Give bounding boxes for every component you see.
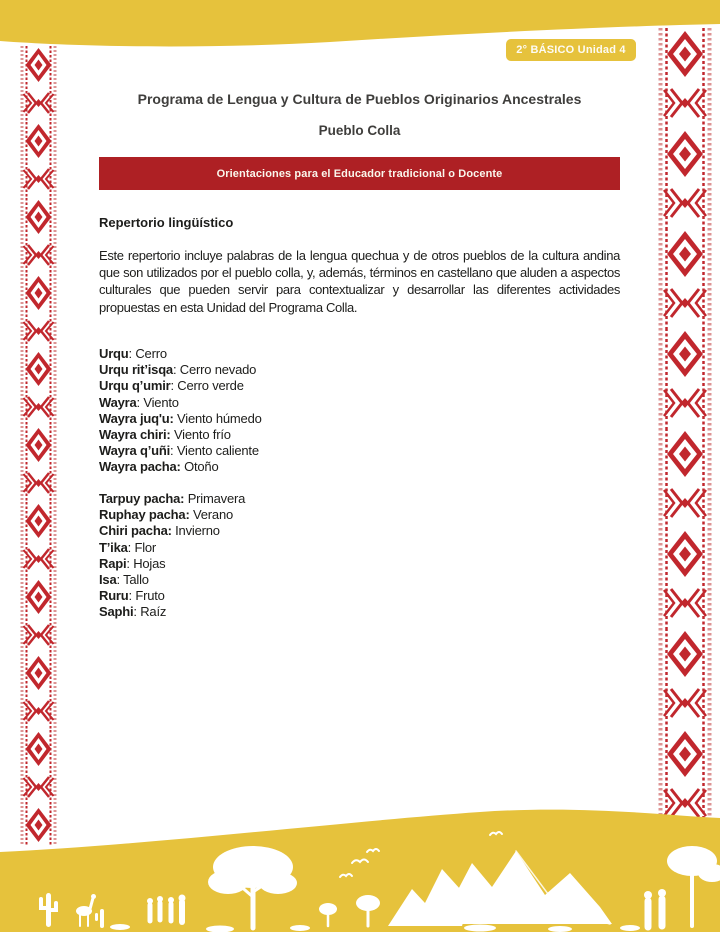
glossary-entry: Wayra q’uñi: Viento caliente (99, 443, 259, 459)
glossary-entry: Wayra: Viento (99, 394, 179, 410)
landscape-silhouette (0, 805, 720, 932)
glossary-entry: Urqu: Cerro (99, 346, 167, 361)
page-title: Programa de Lengua y Cultura de Pueblos Originarios Ancestrales (137, 91, 582, 107)
page-subtitle: Pueblo Colla (318, 123, 401, 138)
glossary-entry: Wayra pacha: Otoño (99, 459, 219, 475)
section-heading: Repertorio lingüístico (99, 215, 234, 230)
unit-badge (506, 39, 636, 61)
glossary-entry: Chiri pacha: Invierno (99, 523, 220, 539)
glossary-entry: Saphi: Raíz (99, 604, 167, 620)
glossary-entry: Ruru: Fruto (99, 588, 165, 604)
glossary-entry: Tarpuy pacha: Primavera (99, 491, 246, 506)
glossary-block-2 (99, 491, 245, 621)
glossary-entry: Rapi: Hojas (99, 555, 166, 571)
glossary-entry: T’ika: Flor (99, 539, 157, 555)
section-banner-label: Orientaciones para el Educador tradicional o Docente (216, 167, 503, 180)
glossary-entry: Isa: Tallo (99, 572, 149, 588)
right-textile-border-icon (658, 28, 712, 820)
body-paragraph: Este repertorio incluye palabras de la lengua quechua y de otros pueblos de la cultura andina que son utilizados por el pueblo colla, y, además, términos en castellano que aluden a aspectos culturales que pueden servir para contextualizar y desarrollar las diferentes actividades propuestas en esta Unidad del Programa Colla. (99, 248, 620, 315)
left-textile-border-icon (20, 46, 57, 846)
glossary-entry: Urqu q’umir: Cerro verde (99, 378, 244, 394)
glossary-entry: Urqu rit’isqa: Cerro nevado (99, 362, 257, 378)
glossary-block-1 (99, 346, 262, 476)
glossary-entry: Ruphay pacha: Verano (99, 507, 234, 523)
unit-badge-label: 2° BÁSICO Unidad 4 (516, 44, 626, 56)
glossary-entry: Wayra juq'u: Viento húmedo (99, 410, 262, 426)
section-banner (99, 157, 620, 190)
glossary-entry: Wayra chiri: Viento frío (99, 427, 231, 443)
